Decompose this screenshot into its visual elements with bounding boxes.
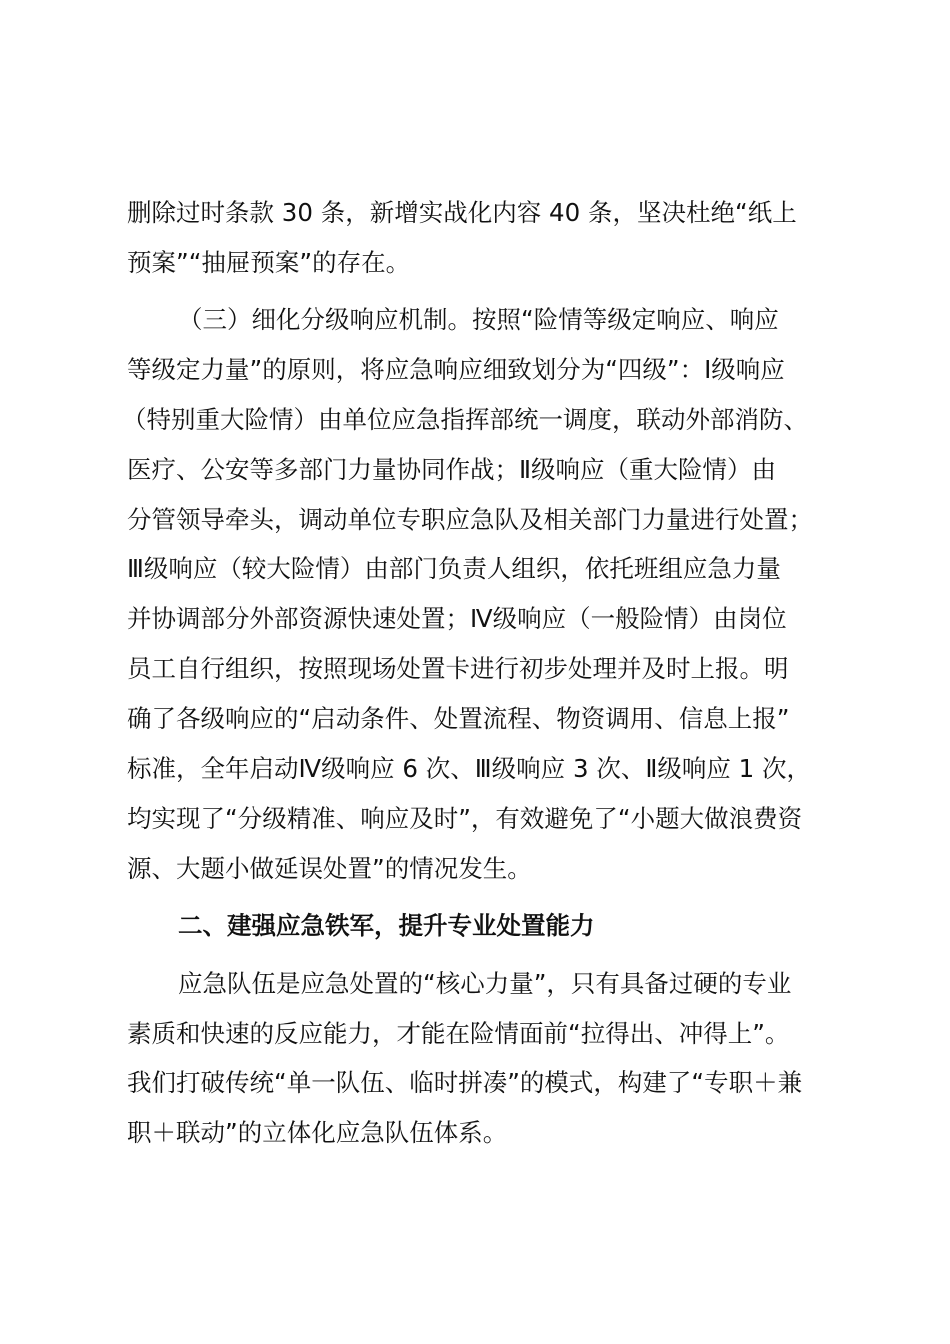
section-subtitle-line: （三）细化分级响应机制。按照“险情等级定响应、响应 — [178, 305, 779, 334]
text-line: （特别重大险情）由单位应急指挥部统一调度，联动外部消防、 — [122, 405, 808, 434]
text-line: 素质和快速的反应能力，才能在险情面前“拉得出、冲得上”。 — [127, 1019, 790, 1048]
text-line: 预案”“抽屉预案”的存在。 — [127, 248, 411, 277]
text-line: Ⅲ级响应（较大险情）由部门负责人组织，依托班组应急力量 — [127, 554, 781, 583]
text-line: 均实现了“分级精准、响应及时”，有效避免了“小题大做浪费资 — [127, 804, 803, 833]
text-line: 应急队伍是应急处置的“核心力量”，只有具备过硬的专业 — [178, 969, 792, 998]
text-line: 职＋联动”的立体化应急队伍体系。 — [127, 1118, 508, 1147]
text-line: 标准，全年启动Ⅳ级响应 6 次、Ⅲ级响应 3 次、Ⅱ级响应 1 次， — [127, 754, 812, 783]
text-line: 确了各级响应的“启动条件、处置流程、物资调用、信息上报” — [127, 704, 790, 733]
text-line: 医疗、公安等多部门力量协同作战；Ⅱ级响应（重大险情）由 — [127, 455, 777, 484]
text-line: 分管领导牵头，调动单位专职应急队及相关部门力量进行处置； — [127, 505, 813, 534]
text-line: 并协调部分外部资源快速处置；Ⅳ级响应（一般险情）由岗位 — [127, 604, 787, 633]
text-line: 删除过时条款 30 条，新增实战化内容 40 条，坚决杜绝“纸上 — [127, 198, 797, 227]
text-line: 我们打破传统“单一队伍、临时拼凑”的模式，构建了“专职＋兼 — [127, 1068, 803, 1097]
text-line: 源、大题小做延误处置”的情况发生。 — [127, 854, 532, 883]
section-heading: 二、建强应急铁军，提升专业处置能力 — [178, 911, 595, 940]
text-line: 等级定力量”的原则，将应急响应细致划分为“四级”：Ⅰ级响应 — [127, 355, 785, 384]
text-line: 员工自行组织，按照现场处置卡进行初步处理并及时上报。明 — [127, 654, 789, 683]
